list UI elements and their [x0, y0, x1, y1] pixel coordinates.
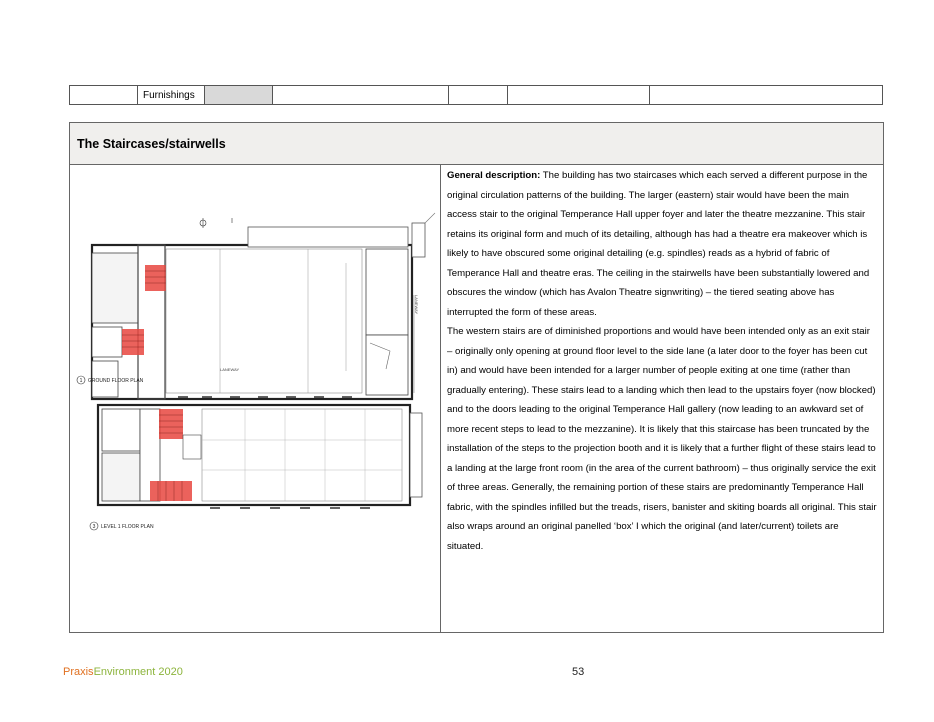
section-title: The Staircases/stairwells: [77, 136, 226, 151]
section-header: [70, 123, 883, 165]
ground-floor-title: GROUND FLOOR PLAN: [88, 378, 144, 384]
north-arrow-icon: [200, 218, 232, 228]
description-lead: General description:: [447, 170, 541, 181]
footer-brand: [63, 666, 183, 678]
paragraph-1: The building has two staircases which each served a different purpose in the original circulation patterns of the building. The larger (eastern) stair would have been the main access stair to the original Temperance Hall upper foyer and later the theatre mezzanine. This stair retains its original form and much of its detailing, although has had a theatre era makeover which is likely to have obscured some original detailing (e.g. spindles) reads as a hybrid of fabric of Temperance Hall and theatre eras. The ceiling in the stairwells have been substantially lowered and obscures the window (which has Avalon Theatre signwriting) – the tiered seating above has interrupted the form of these areas.: [447, 170, 870, 318]
description-panel: [441, 165, 883, 632]
level1-floor-label: [90, 522, 154, 530]
paragraph-2: The western stairs are of diminished proportions and would have been intended only as an exit stair – originally only opening at ground floor level to the side lane (a later door to the foyer has been cut in) and would have been intended for a larger number of people exiting at one time (rather than gradually entering). These stairs lead to a landing which then lead to the upstairs foyer (now blocked) and to the doors leading to the original Temperance Hall gallery (now leading to an awkward set of more recent steps to lead to the mezzanine). It is likely that this staircase has been truncated by the installation of the steps to the projection booth and it is likely that a further flight of these stairs lead to a landing at the large front room (in the area of the current bathroom) – thus originally service the exit of three areas. Generally, the remaining portion of these stairs are predominantly Temperance Hall fabric, with the spindles infilled but the treads, risers, banister and skiting boards all original. This stair also wraps around an original panelled ‘box’ I which the original (and later/current) toilets are situated.: [447, 326, 877, 552]
table-cell: [650, 86, 883, 105]
table-row: [70, 86, 883, 105]
furnishings-cell: Furnishings: [138, 86, 205, 105]
western-stair-highlight: [122, 329, 144, 355]
floor-plans-panel: [70, 165, 441, 632]
level1-floor-number: 3: [92, 524, 96, 530]
eastern-stair-highlight: [145, 265, 166, 291]
table-cell: [70, 86, 138, 105]
laneway-label: LANEWAY: [220, 367, 240, 372]
general-description: [447, 166, 877, 322]
floor-plans-drawing: [70, 165, 440, 632]
table-cell: [508, 86, 650, 105]
shaded-cell: [205, 86, 273, 105]
table-cell: [449, 86, 508, 105]
western-stair-highlight-level1: [150, 481, 192, 501]
ground-floor-plan: [92, 213, 435, 399]
staircases-section: [69, 122, 884, 633]
brand-praxis: Praxis: [63, 666, 94, 678]
summary-table: [69, 85, 883, 105]
level1-floor-plan: [98, 405, 422, 508]
eastern-stair-highlight-level1: [159, 409, 183, 439]
level1-floor-title: LEVEL 1 FLOOR PLAN: [101, 524, 154, 530]
table-cell: [273, 86, 449, 105]
brand-environment: Environment: [93, 666, 156, 678]
ground-floor-number: 1: [79, 378, 83, 384]
page-number: 53: [572, 666, 585, 678]
laneway-side-label: LANEWAY: [414, 295, 419, 315]
brand-year: 2020: [155, 666, 183, 678]
